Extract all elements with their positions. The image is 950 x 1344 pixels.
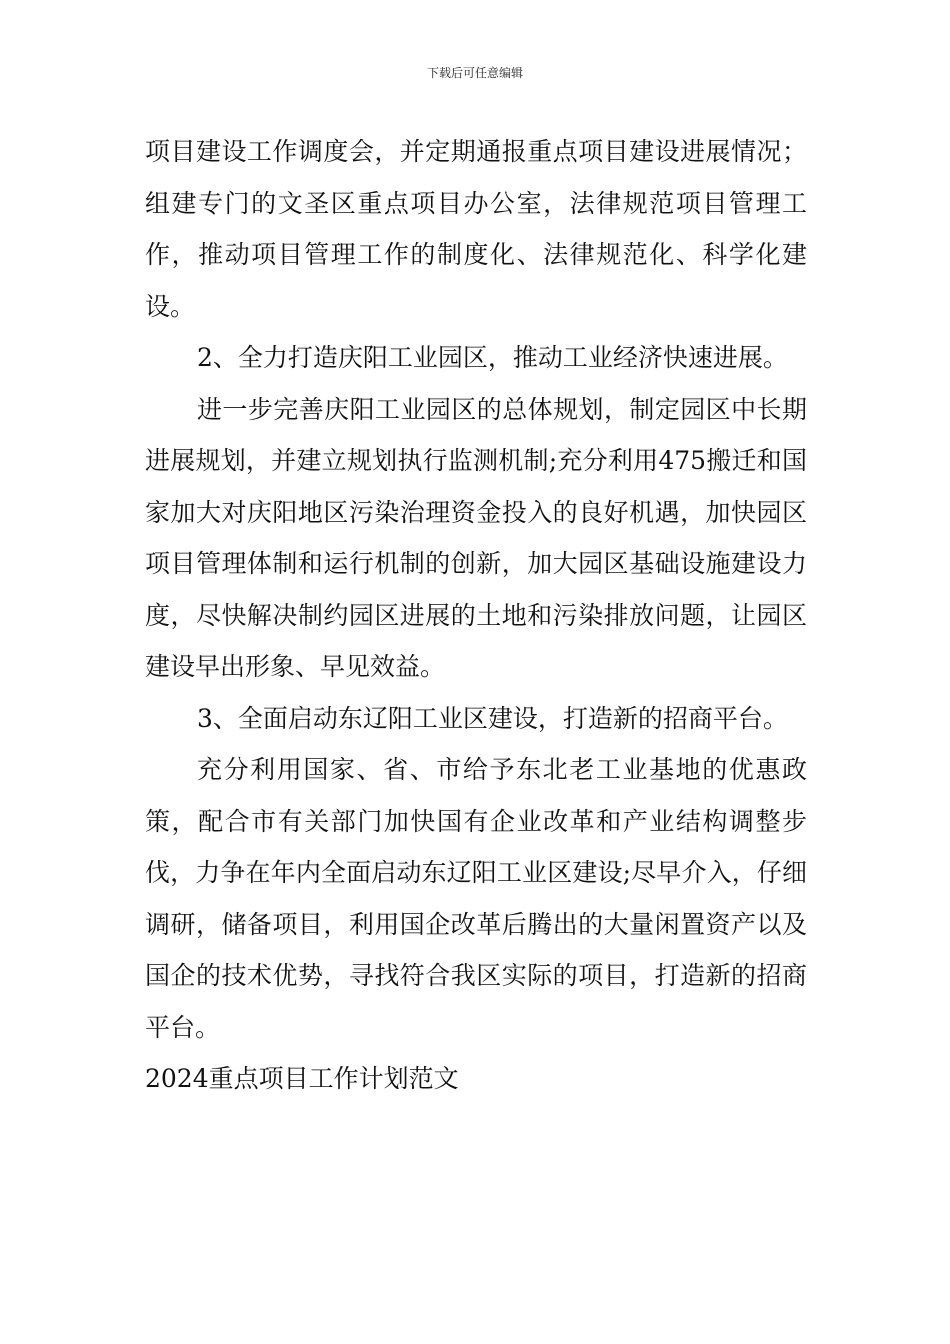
document-body bbox=[145, 126, 807, 1105]
page-header-note: 下载后可任意编辑 bbox=[426, 66, 523, 80]
paragraph-qingyang-park-plan: 进一步完善庆阳工业园区的总体规划，制定园区中长期进展规划，并建立规划执行监测机制;充分利用475搬迁和国家加大对庆阳地区污染治理资金投入的良好机遇，加快园区项目管理体制和运行机制的创新，加大园区基础设施建设力度，尽快解决制约园区进展的土地和污染排放问题，让园区建设早出形象、早见效益。 bbox=[145, 394, 807, 681]
document-title-2024-plan: 2024重点项目工作计划范文 bbox=[145, 1064, 459, 1093]
heading-east-liaoyang-industrial-zone: 3、全面启动东辽阳工业区建设，打造新的招商平台。 bbox=[197, 703, 788, 733]
heading-qingyang-industrial-park: 2、全力打造庆阳工业园区，推动工业经济快速进展。 bbox=[197, 343, 788, 372]
paragraph-project-scheduling: 项目建设工作调度会，并定期通报重点项目建设进展情况；组建专门的文圣区重点项目办公室，法律规范项目管理工作，推动项目管理工作的制度化、法律规范化、科学化建设。 bbox=[145, 137, 807, 321]
paragraph-east-liaoyang-plan: 充分利用国家、省、市给予东北老工业基地的优惠政策，配合市有关部门加快国有企业改革和产业结构调整步伐，力争在年内全面启动东辽阳工业区建设;尽早介入，仔细调研，储备项目，利用国企改革后腾出的大量闲置资产以及国企的技术优势，寻找符合我区实际的项目，打造新的招商平台。 bbox=[145, 755, 807, 1042]
